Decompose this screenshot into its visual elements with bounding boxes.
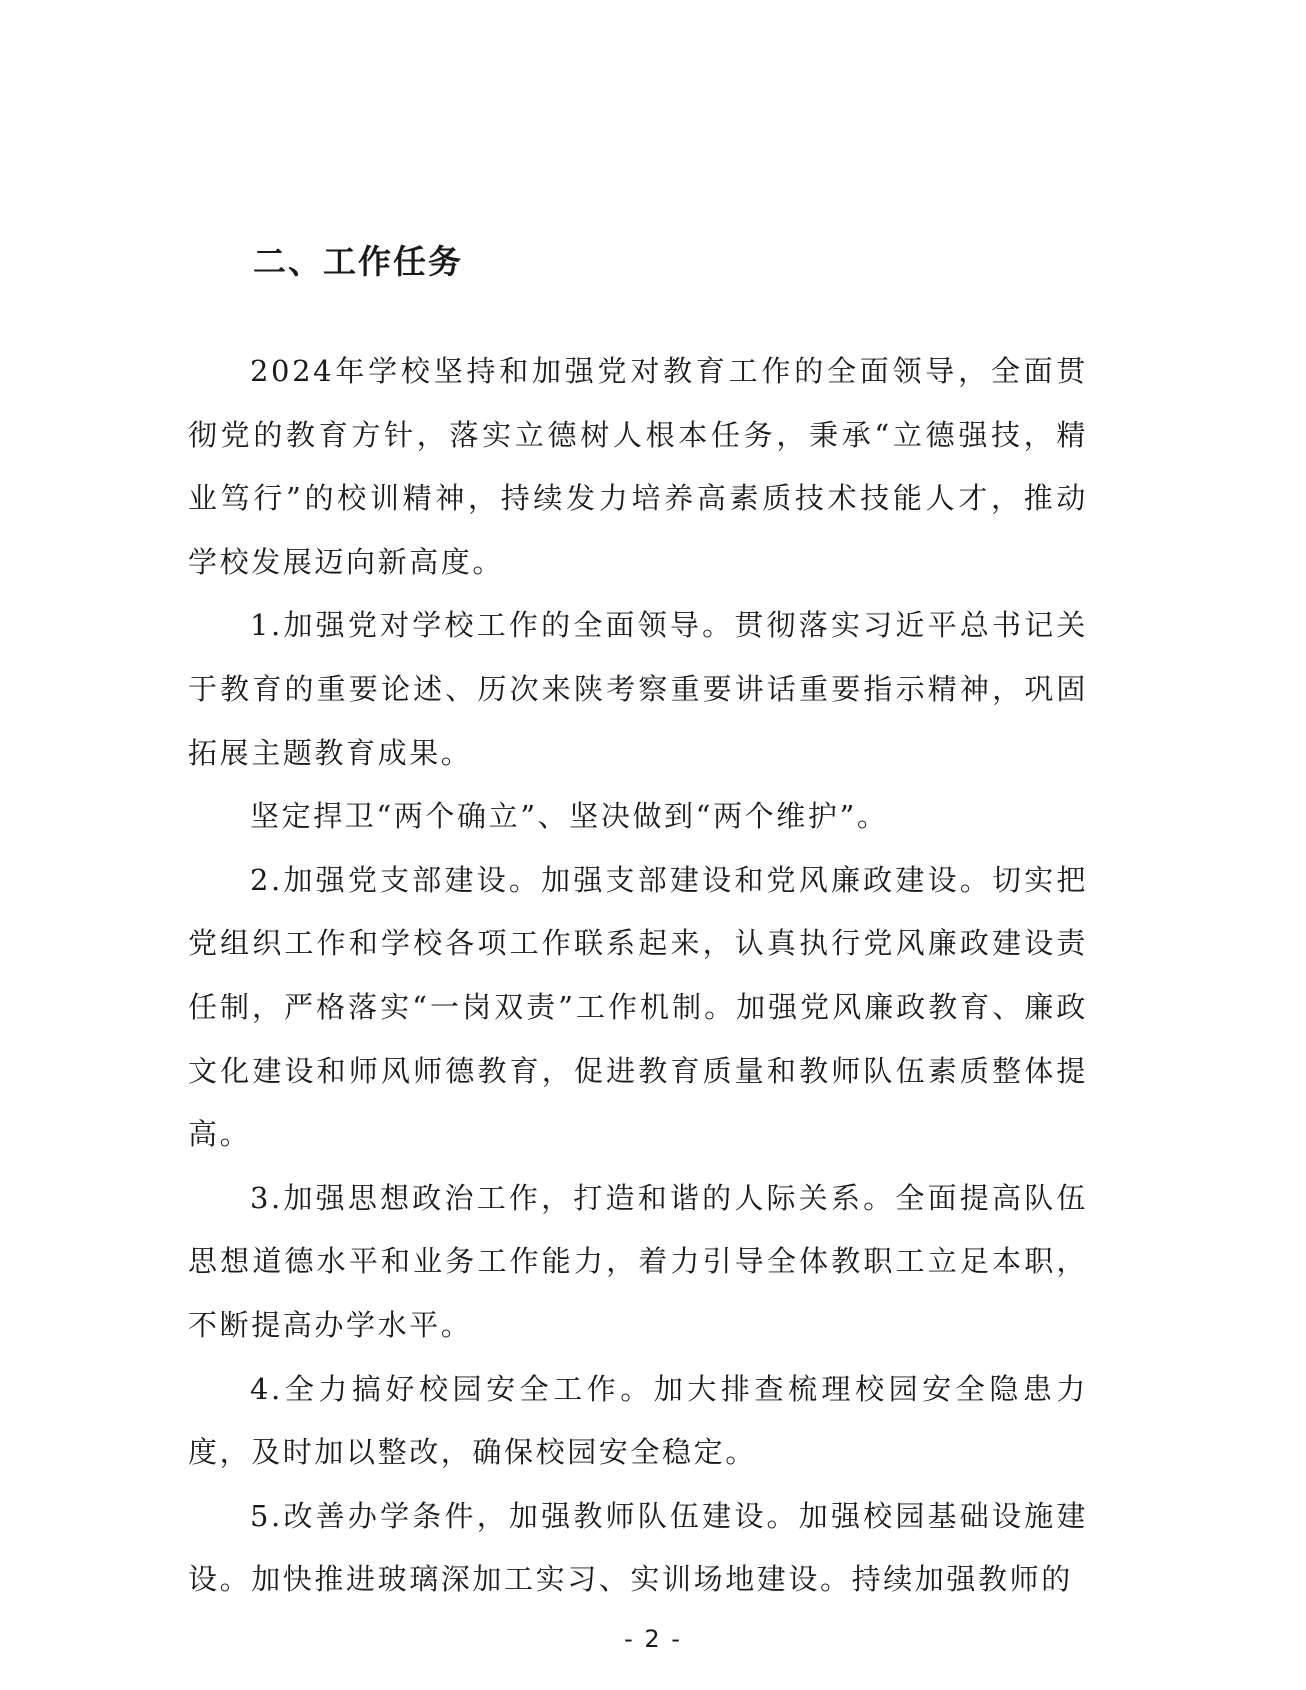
paragraph-task-3: 3.加强思想政治工作，打造和谐的人际关系。全面提高队伍思想道德水平和业务工作能力，着力引导全体教职工立足本职，不断提高办学水平。 bbox=[188, 1180, 1088, 1342]
paragraph-intro: 2024年学校坚持和加强党对教育工作的全面领导，全面贯彻党的教育方针，落实立德树人根本任务，秉承“立德强技，精业笃行”的校训精神，持续发力培养高素质技术技能人才，推动学校发展迈向新高度。 bbox=[188, 354, 1088, 579]
paragraph-task-1: 1.加强党对学校工作的全面领导。贯彻落实习近平总书记关于教育的重要论述、历次来陕考察重要讲话重要指示精神，巩固拓展主题教育成果。 bbox=[188, 608, 1088, 770]
section-heading: 二、工作任务 bbox=[253, 242, 463, 281]
paragraph-task-2: 2.加强党支部建设。加强支部建设和党风廉政建设。切实把党组织工作和学校各项工作联系起来，认真执行党风廉政建设责任制，严格落实“一岗双责”工作机制。加强党风廉政教育、廉政文化建设和师风师德教育，促进教育质量和教师队伍素质整体提高。 bbox=[188, 862, 1088, 1152]
paragraph-task-1-continued: 坚定捍卫“两个确立”、坚决做到“两个维护”。 bbox=[250, 799, 889, 834]
paragraph-task-4: 4.全力搞好校园安全工作。加大排查梳理校园安全隐患力度，及时加以整改，确保校园安全稳定。 bbox=[188, 1371, 1088, 1470]
paragraph-task-5: 5.改善办学条件，加强教师队伍建设。加强校园基础设施建设。加快推进玻璃深加工实习、实训场地建设。持续加强教师的 bbox=[188, 1498, 1088, 1597]
page-number: - 2 - bbox=[624, 1625, 682, 1653]
body-text bbox=[188, 340, 1088, 1612]
